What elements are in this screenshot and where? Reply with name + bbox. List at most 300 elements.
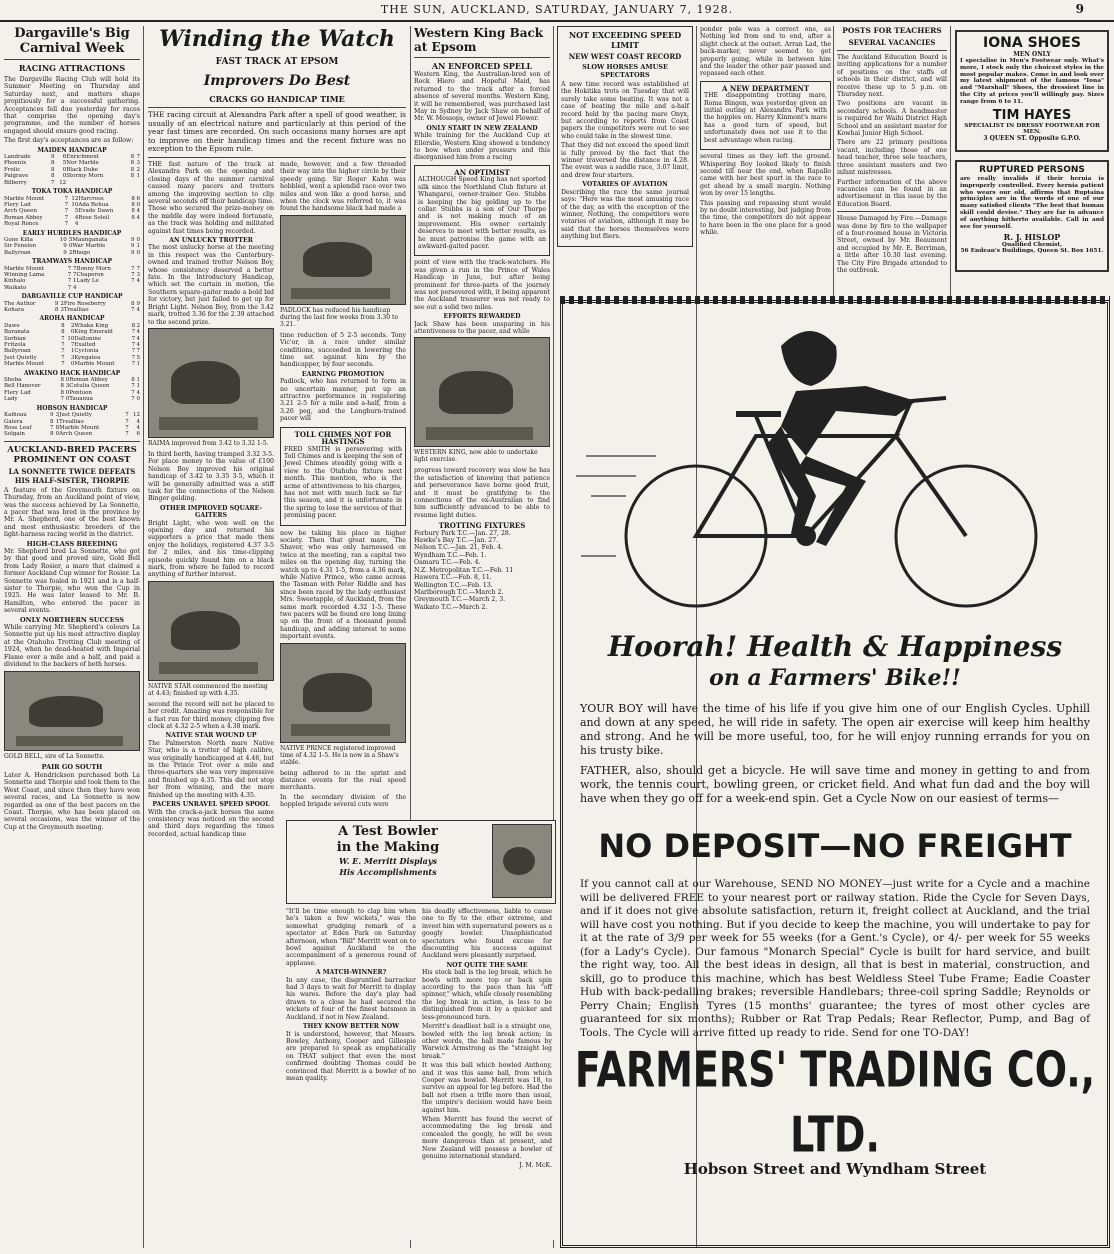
weight: 8 (55, 424, 60, 431)
weight: 0 (68, 243, 73, 250)
weight: 9 (63, 243, 67, 250)
horse-name: Flery Lad (4, 389, 31, 396)
horse-name: Lady (4, 396, 18, 403)
article-text: Mr. Shepherd bred La Sonnette, who got by that good and proved sire, Gold Bell from Lady Rosier, a mare that claimed a former Auckland Cup winner for Rosier. La Sonnette was foaled in 1921 and is a half-sister to Thorpie, who won the Cup in 1925. He was later leased to Mr. B. Hamilton, who entered the pacer in several events. (4, 547, 140, 615)
weight: 8 (50, 173, 55, 180)
weight: 4 (136, 214, 140, 221)
article-text: THE fast nature of the track at Alexandra Park on the opening and closing days of the summer carnival caused many pacers and trotters among the improving section to clip several seconds off their handicap time. Those who secured the prize-money on the middle day were indeed fortunate, as the track was holding and militated against fast times being recorded. (148, 160, 274, 235)
horse-name: Fire Roseberry (63, 300, 106, 307)
table-row (4, 221, 140, 227)
weight: 7 (131, 396, 135, 403)
subcolumn (148, 161, 274, 840)
article-subhead: RACING ATTRACTIONS (18, 63, 126, 73)
horse-name: Rhogo (72, 249, 91, 256)
weight: 10 (59, 236, 67, 243)
weight: 7 (131, 329, 136, 336)
horse-name: Enrichment (66, 154, 99, 161)
optimist-box (414, 165, 550, 256)
horse-name: Just Quietly (4, 354, 37, 361)
column-rule (833, 26, 834, 296)
weight: 7 (61, 361, 65, 368)
section-head: NOT QUITE THE SAME (446, 961, 528, 969)
article-text: In third berth, having tramped 3.32 3-5. For place money to the value of £100 Nelson Boy improved his original handicap of 3.42 to 3.35 3-5, which it will be generally admitted was a stiff task for the connections of the Nelson Binger gelding. (148, 450, 275, 503)
horse-name: King Emerald (74, 329, 113, 336)
fixture-item: Hawera T.C.—Feb. 8, 11. (414, 574, 492, 582)
horse-name: Kinhalo (4, 278, 26, 285)
article-text: The Auckland Education Board is inviting applications for a number of positions on the staffs of schools in their district, and will receive these up to 5 p.m. on Thursday next. (837, 54, 947, 99)
column-western-king (414, 26, 550, 826)
ad-text: Qualified Chemist, (1001, 242, 1063, 249)
ad-address: 3 QUEEN ST. Opposite G.P.O. (983, 134, 1081, 142)
horse-name: Rose Leaf (4, 424, 32, 431)
horse-name: Palgrave (4, 173, 29, 180)
column-teachers (837, 26, 947, 291)
article-text: In any case, the disgruntled barracker had 3 days to wait for Merritt to display his wares. Before the day's play had drawn to a close he had secured the wickets of four of the finest batsmen in Auckland, if not in New Zealand. (286, 976, 416, 1021)
column-rule (950, 26, 951, 296)
column-speed-limit (557, 26, 693, 291)
weight: 7 (131, 383, 135, 390)
article-text: his deadly effectiveness, liable to cause one to fly to the other extreme, and invest him with supernatural powers as a googly bowler. Unsophisticated spectators who found excuse for discounting his success against Auckland were pleasantly surprised. (422, 908, 553, 960)
weight: 0 (70, 361, 75, 368)
ad-company: FARMERS' TRADING CO., LTD. (574, 1040, 1096, 1164)
ad-tagline: SPECIALIST IN DRESSY FOOTWEAR FOR MEN. (964, 122, 1100, 135)
handicap-title: TRAMWAYS HANDICAP (32, 258, 112, 266)
horse-name: Harcross (78, 195, 104, 202)
horse-name: Maunganata (72, 236, 108, 243)
ad-title: RUPTURED PERSONS (979, 165, 1085, 175)
weight: 9 (130, 236, 135, 243)
handicap-table (4, 377, 140, 403)
weight: 1 (136, 243, 140, 250)
section-head: ONLY START IN NEW ZEALAND (426, 124, 538, 132)
horse-name: Kohara (4, 307, 25, 313)
horse-photo (280, 643, 406, 743)
horse-name: Sorbian (4, 335, 26, 342)
article-subhead: CRACKS GO HANDICAP TIME (209, 94, 345, 104)
article-text: Merritt's deadliest ball is a straight one, bowled with the leg break action; in other words, the ball made famous by Warwick Armstrong as the "straight leg break." (422, 1023, 552, 1060)
subcolumn (286, 908, 416, 1170)
weight: 9 (130, 249, 135, 256)
horse-name: The Author (4, 300, 36, 307)
article-text: Western King, the Australian-bred son of Rock Hiero and Hopeful Maid, has returned to the track after a forced absence of several months. Western King, it will be remembered, was purchased last May in Sydney by Jack Shaw on behalf of Mr. W. Mossops, owner of Jewel Flower. (414, 71, 550, 123)
article-text: Describing the race the same journal says: "Here was the most amusing race of the day, as with the exception of the winner, Nothing, the competitors were votaries of aviation, although it may be said that the horses themselves were anything but fliers. (561, 188, 689, 241)
new-department-box (700, 81, 831, 150)
article-text: With the crack-a-jack horses the same consistency was noticed on the second and third days regarding the times recorded, actual handicap time (148, 808, 274, 838)
article-subhead: LA SONNETTE TWICE DEFEATS HIS HALF-SISTER, THORPIE (8, 466, 136, 485)
weight: 7 (73, 265, 77, 272)
article-text: second the record will not be placed to her credit. Amazing was responsible for a fast run for third money, clipping five clock at 4.32 2-5 when a 4.38 mark. (148, 700, 274, 731)
section-head: AN OPTIMIST (454, 167, 510, 177)
weight: 0 (65, 377, 70, 384)
speed-limit-box (557, 26, 693, 247)
horse-name: Ballyroan (4, 348, 31, 355)
article-text: Bright Light, who won well on the opening day and returned his supporters a price that made them enjoy the holidays, registered 4.37 3-5 for 2 miles, and his time-clipping episode quickly found him on a black mark, from where he failed to record anything of further interest. (148, 519, 274, 579)
horse-name: Bonny Morn (76, 265, 111, 272)
weight: 6 (62, 154, 67, 161)
weight: 8 (50, 166, 55, 173)
page-header (0, 0, 1114, 22)
weight: 12 (71, 195, 79, 202)
weight: 7 (61, 335, 65, 342)
table-row (4, 250, 140, 256)
horse-name: Solgain (4, 431, 25, 438)
article-text: several times as they left the ground. Whispering Boy looked likely to finish second till near the end, when Rapallo came with her best spurt in the race to get ahead by a small margin. Nothing won by over 15 lengths. (700, 153, 831, 198)
ad-subtitle: MEN ONLY (1013, 51, 1051, 58)
weight: 4 (136, 424, 140, 431)
article-text: point of view with the track-watchers. He was given a run in the Prince of Wales Handicap in June, but after being prominent for three-parts of the journey was not persevered with, it being apparent the Auckland treasurer was not ready to see out a solid two miles. (414, 259, 550, 311)
ad-title: IONA SHOES (983, 35, 1081, 51)
weight: 0 (136, 236, 140, 243)
article-text: Later A. Hendrickson purchased both La Sonnette and Thorpie and took them to the West Coast, and since then they have won several races, and La Sonnette is now regarded as one of the best pacers on the Coast. Thorpie, who has been placed on several occasions, was the winner of the Cup at the Greymouth meeting. (4, 771, 140, 831)
weight: 8 (54, 307, 59, 313)
photo-caption: NATIVE PRINCE registered improved time of 4.32 1-5. He is now in a Shaw's stable. (280, 744, 399, 766)
weight: 0 (65, 389, 70, 396)
weight: 7 (136, 265, 140, 272)
subcolumn (280, 161, 406, 840)
section-head: TOLL CHIMES NOT FOR HASTINGS (294, 429, 392, 447)
weight: 8 (61, 329, 65, 336)
photo-caption: GOLD BELL, sire of La Sonnette. (4, 753, 105, 761)
article-title: NOT EXCEEDING SPEED LIMIT (568, 30, 682, 50)
portrait-photo (492, 824, 552, 898)
ad-address: Hobson Street and Wyndham Street (683, 1160, 987, 1178)
weight: 4 (136, 389, 140, 396)
ad-name: R. J. HISLOP (1003, 232, 1061, 243)
horse-name: Ballyroan (4, 249, 31, 256)
weight: 4 (136, 418, 140, 425)
iona-shoes-ad (955, 30, 1109, 152)
weight: 7 (64, 214, 69, 221)
ad-headline: on a Farmers' Bike!! (709, 665, 961, 691)
article-title: Western King Back at Epsom (414, 26, 544, 54)
fixture-item: Wyndham T.C.—Feb. 1. (414, 551, 487, 559)
weight: 0 (62, 166, 67, 173)
horse-name: Dawe (4, 322, 20, 329)
weight: 0 (136, 396, 140, 403)
weight: 4 (136, 335, 140, 342)
weight: 9 (63, 249, 67, 256)
weight: 6 (136, 431, 140, 438)
weight: 7 (67, 284, 72, 291)
weight: 7 (131, 361, 136, 368)
weight: 8 (50, 160, 55, 167)
article-text: In the secondary division of the hoppled brigade several cuts were (280, 793, 406, 809)
photo-caption: RAIMA improved from 3.42 to 3.32 1-5. (148, 439, 269, 447)
horse-name: Gone Killa (4, 236, 33, 243)
article-text: THE disappointing trotting mare, Roma Bingen, was yesterday given an initial outing at Alexandra Park with the hopples on. Harry Kinmont's mare has a good turn of speed, but unfortunately does not use it to the best advantage when racing. (704, 92, 827, 144)
handicap-table (4, 266, 140, 292)
ad-address: 56 Endean's Buildings, Queen St. Box 1651. (960, 248, 1104, 255)
article-text: A feature of the Greymouth fixture on Thursday, from an Auckland point of view, was the success achieved by La Sonnette, a pacer that was bred in the province by Mr. A. Shepherd, one of the best known and most enthusiastic breeders of the light-harness racing world in the district. (4, 486, 140, 539)
toll-chimes-box (280, 427, 406, 526)
handicap-title: TOKA TOKA HANDICAP (31, 188, 113, 196)
horse-name: Nor Marble (66, 160, 99, 167)
weight: 7 (60, 396, 64, 403)
weight: 8 (50, 418, 54, 425)
ad-text: If you cannot call at our Warehouse, SEND NO MONEY—just write for a Cycle and a machine will be delivered FREE to your nearest port or railway station. Ride the Cycle for Seven Days, and if it does not give absolute satisfaction, return it, freight collect at Auckland, and the trial will have cost you nothing. But if you decide to keep the machine, you will undertake to pay for it at the rate of 3/9 per week for 55 weeks (for a Gent.'s Cycle), or 4/- per week for 55 weeks (for a Lady's Cycle). Our famous "Monarch Special" Cycle is built for hard service, and built the right way, too. All the best ideas in design, all that is best in material, construction, and skill, go to produce this machine, which has best Weldless Steel Tube Frame; Eadie Coaster Hub with back-pedalling brakes; reversible Handlebars; three-coil spring Saddle; Reynolds or Perry Chain; English Tyres (15 months' guarantee; the tyres of most other cycles are guaranteed for six months); Rubber or Rat Trap Pedals; Rear Reflector, Pump, and Bag of Tools. The Cycle will arrive fitted up ready to ride. Send for one TO-DAY! (580, 878, 1090, 1039)
article-title: POSTS FOR TEACHERS (842, 26, 942, 35)
weight: 12 (133, 412, 140, 419)
byline: His Accomplishments (339, 867, 437, 877)
fixture-item: Oamaru T.C.—Feb. 4. (414, 559, 481, 567)
article-text: Two positions are vacant in secondary schools. A headmaster is required for Waihi District High School and an assistant master for Kowhai Junior High School. (837, 100, 947, 138)
weight: 7 (131, 348, 136, 355)
weight: 8 (130, 160, 135, 167)
weight: 8 (131, 201, 135, 208)
weight: 7 (64, 201, 69, 208)
section-head: A MATCH-WINNER? (315, 969, 387, 977)
ruptured-persons-ad (955, 160, 1109, 272)
weight: 6 (136, 195, 140, 202)
section-head: A NEW DEPARTMENT (721, 83, 810, 93)
horse-name: Galera (4, 418, 23, 425)
weight: 7 (131, 265, 135, 272)
weight: 3 (65, 383, 70, 390)
horse-name: Just Quietly (59, 412, 92, 419)
handicap-title: AWAKINO HACK HANDICAP (23, 369, 121, 377)
weight: 2 (136, 166, 140, 173)
weight: 1 (136, 173, 140, 180)
weight: 2 (136, 322, 140, 329)
weight: 8 (130, 300, 135, 307)
horse-name: Marble Mount (4, 265, 45, 272)
horse-name: Cutulia Queen (69, 383, 110, 390)
horse-name: Lady Le (76, 278, 99, 285)
horse-name: Phoenix (4, 160, 27, 167)
horse-name: Winning Lama (4, 271, 45, 278)
section-head: EFFORTS REWARDED (443, 313, 521, 321)
weight: 7 (64, 195, 69, 202)
farmers-trading-ad (566, 306, 1104, 1244)
horse-name: Whaka King (74, 322, 109, 329)
horse-name: Bell Hanover (4, 383, 41, 390)
horse-name: Black Duke (66, 166, 98, 173)
table-row (4, 307, 140, 313)
section-head: ONLY NORTHERN SUCCESS (20, 615, 124, 624)
weight: 5 (68, 236, 73, 243)
handicap-title: HOBSON HANDICAP (36, 404, 108, 412)
weight: 9 (50, 412, 54, 419)
horse-name: Ada Rehua (78, 201, 109, 208)
weight: 7 (125, 418, 129, 425)
section-head: EARNING PROMOTION (301, 370, 385, 378)
horse-name: Roman Abbey (69, 377, 108, 384)
horse-name: Pontoon (69, 389, 92, 396)
weight: 4 (136, 208, 140, 215)
table-row (4, 173, 140, 179)
article-subhead: FAST TRACK AT EPSOM (215, 57, 339, 67)
weight: 7 (136, 348, 140, 355)
weight: 5 (62, 160, 67, 167)
section-head: TROTTING FIXTURES (438, 521, 526, 531)
weight: 0 (70, 329, 75, 336)
weight: 8 (131, 195, 135, 202)
fixture-list (414, 530, 550, 611)
article-text: The most unlucky horse at the meeting in this respect was the Canterbury-owned and trained trotter Nelson Boy, whose consistency deserved a better fate. In the Introductory Handicap, which set the curtain in motion, the Southern square-gaiter made a bold bid for victory, but just failed to get up for Bright Light. Nelson Boy, from the 3.42 mark, trotted 3.36 for the 2.39 attached to the second prize. (148, 244, 274, 326)
weight: 10 (67, 335, 75, 342)
weight: 9 (50, 154, 55, 161)
weight: 2 (60, 300, 64, 307)
weight: 3 (60, 307, 64, 313)
weight: 7 (70, 342, 75, 349)
horse-photo (280, 215, 406, 305)
weight: 3 (136, 160, 140, 167)
weight: 7 (73, 271, 77, 278)
horse-name: Exalted (74, 342, 96, 349)
section-head: NATIVE STAR WOUND UP (165, 732, 257, 740)
article-title: A Test Bowler (338, 824, 438, 839)
weight: 7 (61, 342, 65, 349)
weight: 7 (130, 307, 135, 313)
weight: 4 (73, 284, 77, 291)
handicap-table (4, 154, 140, 186)
ad-headline: Hoorah! Health & Happiness (607, 630, 1063, 663)
weight: 2 (70, 322, 75, 329)
weight: 7 (64, 221, 69, 228)
fixture-item: Forbury Park T.C.—Jan. 27, 28. (414, 529, 511, 537)
handicap-table (4, 237, 140, 256)
lead-paragraph: THE racing circuit at Alexandra Park after a spell of good weather, is usually of an electrical nature and particularly at this period of the year fast times are recorded. On such occasions many horses are apt to improve on their handicap times and the recent fixture was no exception to the Epsom rule. (148, 110, 406, 154)
article-text: House Damaged by Fire.—Damage was done by fire to the wallpaper of a four-roomed house in Victoria Street, owned by Mr. Beaumont and occupied by Mr. E. Berriman, a little after 10.30 last evening. The City Fire Brigade attended to the outbreak. (837, 215, 947, 274)
weight: 1 (136, 361, 140, 368)
bicycle-illustration (566, 306, 1104, 626)
article-text: That they did not exceed the speed limit is fully proved by the fact that the winner traversed the distance in 4.28. The event was a saddle race, 3.07 limit, and drew four starters. (561, 142, 689, 179)
weight: 7 (61, 348, 65, 355)
weight: 4 (136, 307, 140, 313)
weight: 0 (62, 173, 67, 180)
horse-name: Marble Mount (4, 361, 45, 368)
weight: 8 (50, 431, 54, 438)
weight: 8 (131, 322, 136, 329)
weight: 8 (130, 166, 135, 173)
fixture-item: Waikato T.C.—March 2. (414, 603, 488, 611)
article-subhead: Improvers Do Best (203, 73, 351, 89)
weight: 4 (74, 221, 79, 228)
article-text: It is understood, however, that Messrs. Bowley, Anthony, Cooper and Gillespie are prepared to speak as emphatically on THAT subject that even the most confirmed doubting Thomas could be convinced that Merritt is a bowler of no mean quality. (286, 1030, 416, 1082)
weight: 7 (50, 424, 54, 431)
horse-name: Stormy Morn (66, 173, 104, 180)
weight: 7 (131, 389, 135, 396)
article-text: now be taking his place in higher society. Then that great mare, The Shaver, who was only harnessed on twice at the meeting, ran a capital two miles on the opening day, turning the watch up to 4.31 1-5, from a 4.36 mark, while Native Prince, who came across the Tasman with Peter Riddle and has since been raced by the lady enthusiast Mrs. Sweetapple, of Auckland, from the same mark recorded 4.32 1-5. These two pacers will be found ere long lining up on the front of a thousand pound handicap, and adding interest to some important events. (280, 529, 406, 641)
weight: 7 (136, 154, 140, 161)
byline: W. E. Merritt Displays (338, 856, 437, 866)
section-head: PACERS UNRAVEL SPEED SPOOL (152, 801, 270, 809)
weight: 7 (64, 208, 69, 215)
weight: 4 (136, 342, 140, 349)
horse-photo (148, 581, 274, 681)
weight: 8 (130, 154, 135, 161)
weight: 8 (131, 377, 135, 384)
article-subhead: NEW WEST COAST RECORD (568, 52, 682, 61)
article-text: "It'll be time enough to clap him when he's taken a few wickets," was the somewhat grudging remark of a spectator at Eden Park on Saturday afternoon, when "Bill" Merritt went on to bowl against Auckland to the accompaniment of a generous round of applause. (286, 908, 416, 967)
weight: 9 (130, 243, 135, 250)
article-text: ALTHOUGH Speed King has not sported silk since the Northland Club fixture at Whangarei, owner-trainer Geo. Stubbs is keeping the big gelding up to the collar. Stubbs is a son of Our Thorpe and is not making much of an improvement. His owner certainly deserves to meet with better results, as he must patronise the game with an awkward-gaited pacer. (418, 176, 546, 250)
table-row (4, 285, 140, 291)
test-bowler-article (286, 820, 556, 1240)
table-row (4, 396, 140, 402)
fixture-item: Nelson T.C.—Jan. 21, Feb. 4. (414, 544, 504, 552)
weight: 8 (131, 214, 135, 221)
horse-name: Tauanua (69, 396, 93, 403)
article-text: The first day's acceptances are as follow: (4, 137, 134, 145)
horse-name: Arch Queen (59, 431, 93, 438)
horse-name: Frolic (4, 166, 21, 173)
masthead: THE SUN, AUCKLAND, SATURDAY, JANUARY 7, 1928. (380, 3, 734, 16)
weight: 0 (136, 201, 140, 208)
handicap-title: MAIDEN HANDICAP (37, 146, 107, 154)
article-text: It was this ball which bowled Anthony, and it was this same ball, from which Cooper was bowled. Merritt was 18, to survive an appeal for leg before. Had the ball not risen a trifle more than usual, the umpire's decision would have been against him. (422, 1062, 552, 1114)
handicap-table (4, 301, 140, 314)
column-rule (143, 26, 144, 1248)
fixture-item: Marlborough T.C.—March 2. (414, 588, 504, 596)
section-head: HIGH-CLASS BREEDING (26, 539, 118, 548)
handicap-table (4, 412, 140, 438)
horse-name: Cyclonia (74, 348, 99, 355)
weight: 4 (136, 278, 140, 285)
photo-caption: WESTERN KING, now able to undertake light exercise. (414, 449, 538, 464)
article-subhead: AN ENFORCED SPELL (431, 61, 533, 71)
article-text: ponder pole was a correct one, as Nothing led from end to end, after a slight check at the outset. Arran Lad, the back-marker, never seemed to get properly going, while in between him and the leader the other pair passed and repassed each other. (700, 26, 831, 78)
photo-caption: PADLOCK has reduced his handicap during the last few weeks from 3.30 to 3.21. (280, 306, 398, 328)
article-text: made, however, and a few threaded their way into the higher circle by their speedy going. Sir Roger Kahn was hobbled, went a splendid race over two miles and won like a good horse, and when the clock was referred to, it was found the handsome black had made a (280, 160, 406, 213)
horse-name: Baranata (4, 329, 30, 336)
weight: 1 (55, 418, 60, 425)
article-title: Winding the Watch (159, 26, 395, 52)
fixture-item: N.Z. Metropolitan T.C.—Feb. 11 (414, 566, 514, 574)
fixture-item: Hawke's Bay T.C.—Jan. 27. (414, 537, 499, 545)
table-row (4, 361, 140, 367)
weight: 4 (74, 214, 79, 221)
horse-name: Roman Abbey (4, 214, 43, 221)
fixture-item: Greymouth T.C.—March 2, 3. (414, 596, 506, 604)
weight: 0 (136, 249, 140, 256)
article-subhead: SLOW HORSES AMUSE SPECTATORS (582, 63, 668, 79)
article-title: Dargaville's Big Carnival Week (14, 26, 130, 56)
column-speed-limit-cont (700, 26, 831, 291)
article-text: Further information of the above vacancies can be found in an advertisement in this issue by the Education Board. (837, 178, 947, 208)
weight: 0 (65, 396, 70, 403)
horse-name: Sir Fenelon (4, 243, 37, 250)
weight: 2 (68, 249, 73, 256)
article-text: Jack Shaw has been unsparing in his attentiveness to the pacer, and while (414, 320, 550, 335)
weight: 8 (60, 383, 64, 390)
weight: 5 (74, 208, 79, 215)
article-text: being adhered to in the sprint and distance events for the real speed merchants. (280, 769, 406, 792)
ad-text: FATHER, also, should get a bicycle. He will save time and money in getting to and from work, the tennis court, bowling green, or cricket field. And what fun dad and the boy will have when they go off for a week-end spin. Get a Cycle Now on our easiest of terms— (580, 764, 1090, 805)
weight: 7 (131, 335, 136, 342)
section-head: THEY KNOW BETTER NOW (302, 1023, 400, 1031)
article-text: progress toward recovery was slow he has the satisfaction of knowing that patience and perseverance have borne good fruit, and it must be gratifying to the connections of the ex-Australian to find him sufficiently advanced to be able to resume light duties. (414, 467, 550, 519)
weight: 7 (131, 278, 135, 285)
weight: 1 (70, 348, 75, 355)
ad-text: YOUR BOY will have the time of his life if you give him one of our English Cycles. Uphill and down at any speed, he will ride in safety. The open air exercise will keep him healthy and strong. And he will be more useful, too, for he will enjoy running errands for you on his trusty bike. (580, 702, 1090, 757)
horse-name: Chaperon (76, 271, 104, 278)
horse-name: Bilberry (4, 179, 27, 186)
ad-text: I specialise in Men's Footwear only. What's more, I stock only the choicest styles in the most popular makes. Come in and look over my latest shipment of the famous "Iona" and "Marshall" Shoes, the dressiest line in the City at prices you'll willingly pay. Sizes range from 6 to 11. (960, 58, 1104, 105)
horse-name: Trealliao (59, 418, 84, 425)
article-text: His stock ball is the leg break, which he bowls with more top or back spin according to the pace than his "off spinner," which, while closely resembling the leg break in action, is less to be distinguished from it by a quicker and less-pronounced turn. (422, 969, 552, 1021)
handicap-title: AROHA HANDICAP (39, 315, 105, 323)
horse-name: Royal Ronce (4, 221, 39, 228)
article-text: This passing and repassing stunt would by no doubt interesting, but judging from the time, the competitors do not appear to have been in the one place for a good while. (700, 199, 831, 237)
horse-photo (414, 337, 550, 447)
weight: 7 (67, 265, 72, 272)
weight: 12 (59, 179, 67, 186)
weight: 4 (136, 329, 140, 336)
subcolumn (422, 908, 552, 1170)
weight: 7 (125, 431, 129, 438)
weight: 9 (54, 300, 59, 307)
